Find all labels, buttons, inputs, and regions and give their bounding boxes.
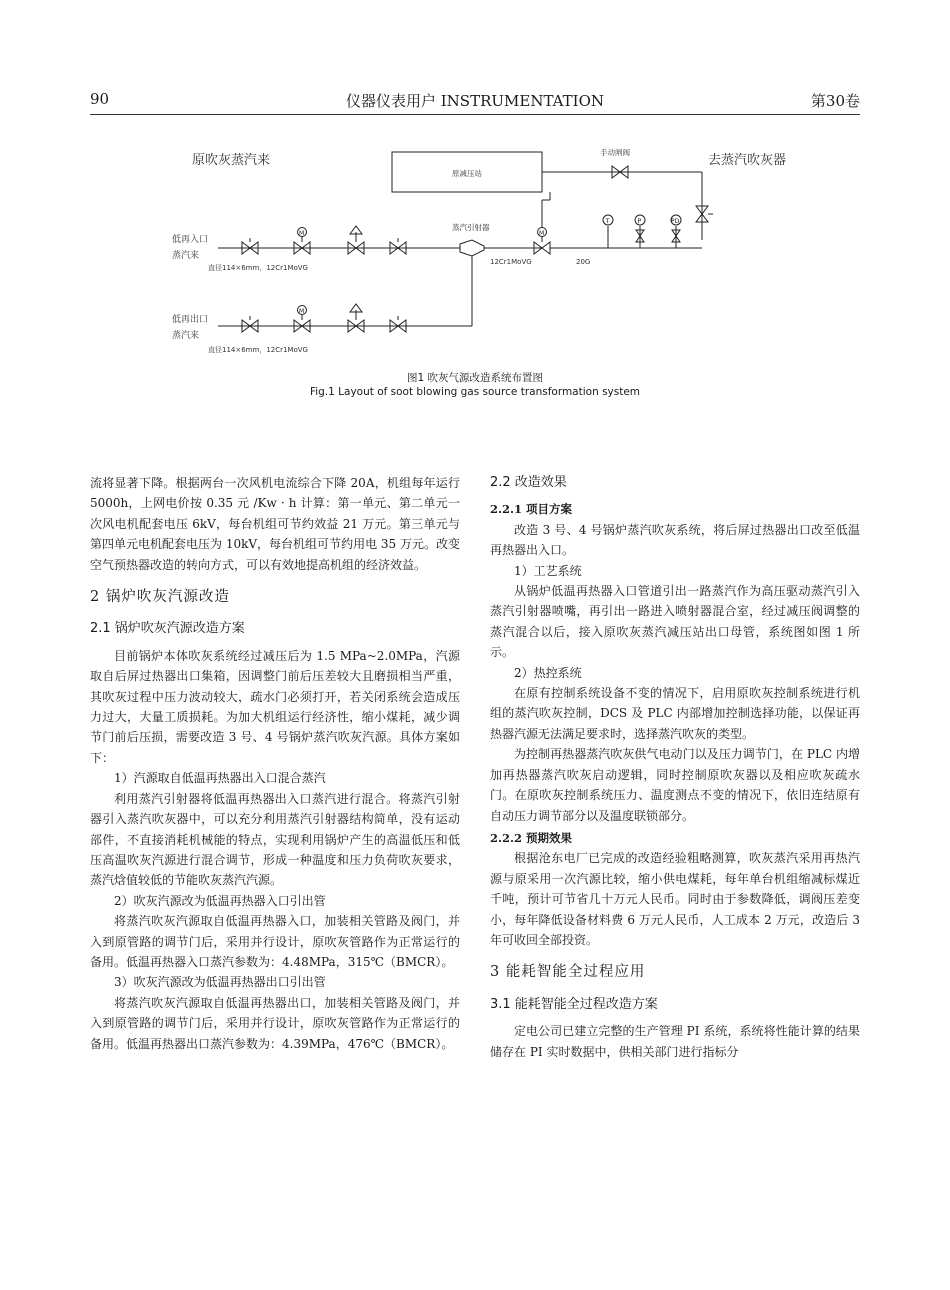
svg-text:PD: PD <box>671 218 680 225</box>
label-to-blower: 去蒸汽吹灰器 <box>708 153 787 168</box>
label-spec-inlet: 直径114×6mm，12Cr1MoVG <box>208 264 308 272</box>
inlet-gate-valve-2 <box>390 238 406 254</box>
right-valve <box>696 206 713 222</box>
svg-text:M: M <box>299 230 305 237</box>
paragraph: 根据沧东电厂已完成的改造经验粗略测算，吹灰蒸汽采用再热汽源与原采用一次汽源比较，缩小供电煤耗，每年单台机组缩减标煤近千吨，预计可节省几十万元人民币。同时由于参数降低，调阀压差变小，每年降低设备材料费 6 万元人民币，人工成本 2 万元，改造后 3 年可收回全部投资。 <box>490 851 860 947</box>
svg-text:P: P <box>637 217 642 225</box>
volume-label: 第30卷 <box>810 92 860 110</box>
label-material-2: 20G <box>576 258 591 266</box>
paragraph: 流将显著下降。根据两台一次风机电流综合下降 20A，机组每年运行 5000h，上网电价按 0.35 元 /Kw · h 计算：第一单元、第二单元一次风电机配套电压 6kV，每台机组可节约效益 21 万元。第三单元与第四单元电机配套电压为 10kV，每台机组可节约用电 35 万元。改变空气预热器改造的转向方式，可以有效地提高机组的经济效益。 <box>90 476 460 572</box>
figure-caption-en: Fig.1 Layout of soot blowing gas source transformation system <box>309 386 641 398</box>
journal-title: 仪器仪表用户 INSTRUMENTATION <box>345 92 605 110</box>
outlet-regulating-valve <box>348 304 364 332</box>
left-column <box>90 473 460 1054</box>
label-inlet-2: 蒸汽来 <box>172 251 200 261</box>
section-heading-2-2-1: 2.2.1 项目方案 <box>490 502 573 517</box>
section-heading-2: 2 锅炉吹灰汽源改造 <box>90 589 230 606</box>
section-heading-2-2: 2.2 改造效果 <box>490 475 567 490</box>
inlet-gate-valve-1 <box>242 238 258 254</box>
pressure-gauge <box>635 215 645 248</box>
outlet-gate-valve-1 <box>242 316 258 332</box>
outlet-motor-valve-2 <box>294 306 310 333</box>
label-outlet-2: 蒸汽来 <box>172 331 200 341</box>
paragraph: 从锅炉低温再热器入口管道引出一路蒸汽作为高压驱动蒸汽引入蒸汽引射器喷嘴，再引出一路进入喷射器混合室，经过减压阀调整的蒸汽混合以后，接入原吹灰蒸汽减压站出口母管，系统图如图 1 所示。 <box>490 584 860 660</box>
steam-ejector <box>460 240 484 256</box>
paragraph: 将蒸汽吹灰汽源取自低温再热器出口，加装相关管路及阀门，并入到原管路的调节门后，采用并行设计，原吹灰管路作为正常运行的备用。低温再热器出口蒸汽参数为：4.39MPa，476℃（BMCR）。 <box>90 995 460 1051</box>
running-header <box>90 88 860 115</box>
section-heading-3: 3 能耗智能全过程应用 <box>490 964 646 981</box>
label-manual-valve: 手动闸阀 <box>600 148 630 157</box>
svg-text:M: M <box>299 308 305 315</box>
label-spec-outlet: 直径114×6mm，12Cr1MoVG <box>208 346 308 354</box>
section-heading-2-1: 2.1 锅炉吹灰汽源改造方案 <box>90 621 245 637</box>
differential-pressure-gauge <box>671 215 681 248</box>
outlet-gate-valve-2 <box>390 316 406 332</box>
right-column <box>490 473 860 1062</box>
list-item: 3）吹灰汽源改为低温再热器出口引出管 <box>114 975 326 990</box>
svg-text:T: T <box>605 217 610 225</box>
svg-text:M: M <box>539 230 545 237</box>
temperature-gauge <box>603 215 613 248</box>
list-item: 2）吹灰汽源改为低温再热器入口引出管 <box>114 893 326 908</box>
paragraph: 在原有控制系统设备不变的情况下，启用原吹灰控制系统进行机组的蒸汽吹灰控制，DCS 及 PLC 内部增加控制选择功能，以保证再热器汽源无法满足要求时，选择蒸汽吹灰的类型。 <box>490 686 860 741</box>
inlet-motor-valve <box>294 228 310 255</box>
inlet-regulating-valve <box>348 226 364 254</box>
label-outlet-1: 低再出口 <box>172 315 209 325</box>
paragraph: 为控制再热器蒸汽吹灰供气电动门以及压力调节门，在 PLC 内增加再热器蒸汽吹灰启动逻辑，同时控制原吹灰器以及相应吹灰疏水门。在原吹灰控制系统压力、温度测点不变的情况下，依旧连结原有自动压力调节部分以及温度联锁部分。 <box>490 747 860 823</box>
section-heading-2-2-2: 2.2.2 预期效果 <box>490 830 573 845</box>
paragraph: 将蒸汽吹灰汽源取自低温再热器入口，加装相关管路及阀门，并入到原管路的调节门后，采用并行设计，原吹灰管路作为正常运行的备用。低温再热器入口蒸汽参数为：4.48MPa，315℃（BMCR）。 <box>90 914 460 969</box>
label-inlet-1: 低再入口 <box>172 235 209 245</box>
label-source-old: 原吹灰蒸汽来 <box>192 153 271 168</box>
system-layout-diagram <box>150 140 850 380</box>
outlet-motor-valve <box>534 228 550 255</box>
list-item: 1）工艺系统 <box>514 563 582 578</box>
label-material-1: 12Cr1MoVG <box>490 258 532 266</box>
label-station: 原减压站 <box>452 169 482 178</box>
paragraph: 改造 3 号、4 号锅炉蒸汽吹灰系统，将后屏过热器出口改至低温再热器出入口。 <box>490 522 860 558</box>
label-ejector: 蒸汽引射器 <box>452 223 490 232</box>
paragraph: 目前锅炉本体吹灰系统经过减压后为 1.5 MPa~2.0MPa，汽源取自后屏过热器出口集箱，因调整门前后压差较大且磨损相当严重，其吹灰过程中压力波动较大，疏水门必须打开，若关闭系统会造成压力过大，大量工质损耗。为加大机组运行经济性，缩小煤耗，减少调节门前后压损，需要改造 3 号、4 号锅炉蒸汽吹灰汽源。具体方案如下： <box>90 648 460 765</box>
list-item: 2）热控系统 <box>514 665 582 680</box>
paragraph: 定电公司已建立完整的生产管理 PI 系统，系统将性能计算的结果储存在 PI 实时数据中，供相关部门进行指标分 <box>490 1024 860 1059</box>
section-heading-3-1: 3.1 能耗智能全过程改造方案 <box>490 996 658 1012</box>
list-item: 1）汽源取自低温再热器出入口混合蒸汽 <box>114 771 326 786</box>
figure-caption-cn: 图1 吹灰气源改造系统布置图 <box>406 372 544 384</box>
page-number: 90 <box>90 90 110 108</box>
paragraph: 利用蒸汽引射器将低温再热器出入口蒸汽进行混合。将蒸汽引射器引入蒸汽吹灰器中，可以充分利用蒸汽引射器结构简单，没有运动部件，不直接消耗机械能的特点，实现利用锅炉产生的高温低压和低压高温吹灰汽源进行混合调节，形成一种温度和压力负荷吹灰要求，蒸汽焓值较低的节能吹灰蒸汽汽源。 <box>90 791 460 888</box>
